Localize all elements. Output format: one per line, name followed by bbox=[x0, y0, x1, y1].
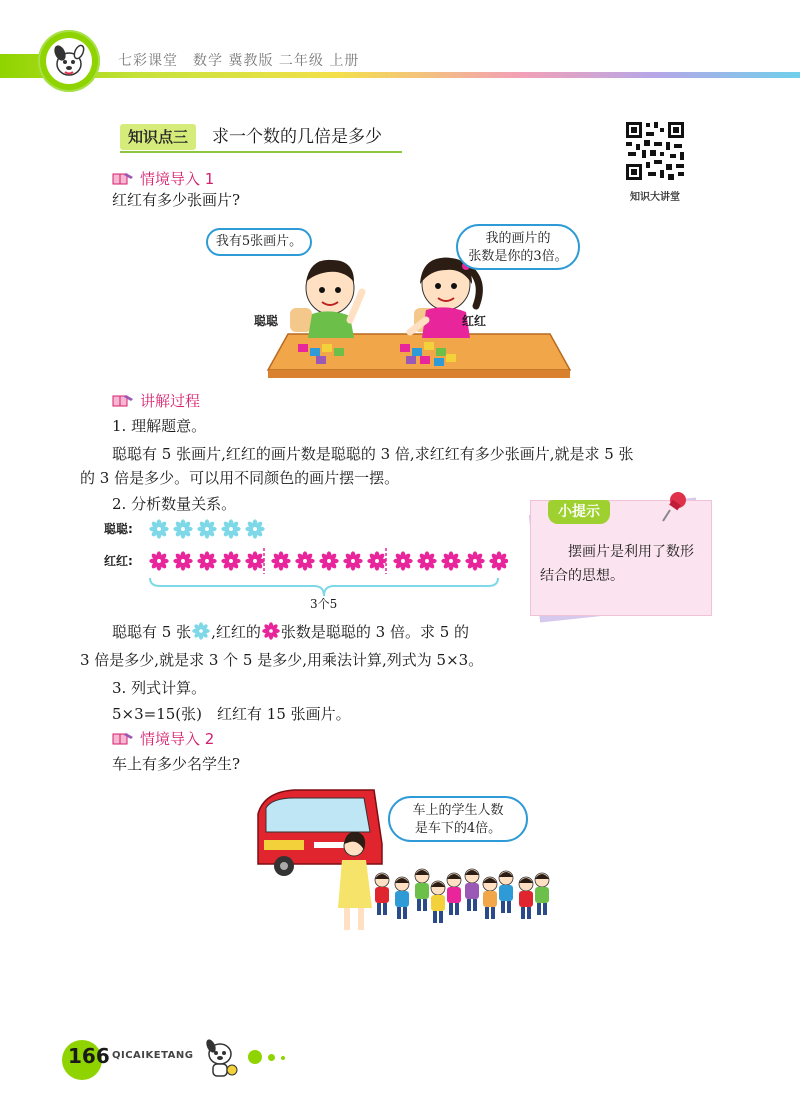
flower-mark bbox=[173, 551, 192, 570]
flower-mark bbox=[441, 551, 460, 570]
flower-mark bbox=[221, 519, 240, 538]
student-figure bbox=[465, 869, 479, 911]
footer-mascot bbox=[198, 1036, 242, 1080]
step3: 3. 列式计算。 bbox=[112, 679, 207, 697]
para1-line1: 聪聪有 5 张画片,红红的画片数是聪聪的 3 倍,求红红有多少张画片,就是求 5 张 bbox=[112, 445, 634, 463]
flower-mark bbox=[173, 519, 192, 538]
bubble-girl-line2: 张数是你的3倍。 bbox=[468, 249, 568, 264]
qr-caption: 知识大讲堂 bbox=[630, 192, 680, 203]
para2-part-c: 张数是聪聪的 3 倍。求 5 的 bbox=[280, 623, 470, 641]
student-figure bbox=[415, 869, 429, 911]
bubble-girl-line1: 我的画片的 bbox=[485, 231, 551, 246]
cyan-flower-icon bbox=[191, 621, 211, 641]
flower-mark bbox=[295, 551, 314, 570]
magenta-flower-icon bbox=[261, 621, 281, 641]
name-tag-girl: 红红 bbox=[462, 314, 487, 328]
qr-code-icon[interactable] bbox=[624, 120, 686, 182]
tip-label: 小提示 bbox=[548, 500, 610, 524]
bubble-teacher-line1: 车上的学生人数 bbox=[412, 803, 504, 818]
footer-dot-large bbox=[248, 1050, 262, 1064]
flower-mark bbox=[197, 519, 216, 538]
row-label-congcong: 聪聪: bbox=[104, 522, 133, 536]
explain-heading bbox=[112, 390, 200, 411]
para2-part-b: ,红红的 bbox=[211, 623, 261, 641]
flower-mark bbox=[343, 551, 362, 570]
student-figure bbox=[483, 877, 497, 919]
section-badge: 知识点三 bbox=[120, 124, 196, 150]
student-figure bbox=[431, 881, 445, 923]
flower-mark bbox=[417, 551, 436, 570]
footer-dot-medium bbox=[268, 1054, 275, 1061]
brace-label: 3个5 bbox=[310, 597, 338, 611]
cyan-flowers bbox=[148, 518, 268, 540]
cyan-flower-row bbox=[148, 518, 268, 540]
tip-text: 摆画片是利用了数形结合的思想。 bbox=[540, 544, 694, 584]
flower-mark bbox=[489, 551, 508, 570]
flower-mark bbox=[149, 519, 168, 538]
flower-mark bbox=[245, 551, 264, 570]
push-pin-icon bbox=[660, 490, 690, 524]
scene1-question: 红红有多少张画片? bbox=[112, 191, 241, 209]
book-pencil-icon bbox=[112, 171, 134, 185]
para2-line1 bbox=[112, 620, 469, 644]
speech-bubble-girl bbox=[456, 224, 580, 270]
magenta-flower-row bbox=[148, 548, 508, 574]
scene2-heading-text: 情境导入 2 bbox=[140, 730, 215, 748]
student-figure bbox=[499, 871, 513, 913]
flower-mark bbox=[197, 551, 216, 570]
flower-mark bbox=[221, 551, 240, 570]
scene2-question: 车上有多少名学生? bbox=[112, 755, 241, 773]
student-figure bbox=[395, 877, 409, 919]
footer-brand: QICAIKETANG bbox=[112, 1050, 194, 1061]
dog-mascot-icon bbox=[46, 38, 92, 84]
student-figure bbox=[519, 877, 533, 919]
bubble-teacher-line2: 是车下的4倍。 bbox=[414, 821, 502, 836]
flower-mark bbox=[319, 551, 338, 570]
scene2-heading bbox=[112, 728, 214, 749]
flower-mark bbox=[393, 551, 412, 570]
speech-bubble-boy: 我有5张画片。 bbox=[206, 228, 312, 256]
header-logo bbox=[46, 38, 92, 84]
magenta-flowers bbox=[148, 548, 508, 574]
flower-mark bbox=[465, 551, 484, 570]
flower-mark bbox=[271, 551, 290, 570]
row-label-honghong: 红红: bbox=[104, 554, 133, 568]
page-number: 166 bbox=[68, 1044, 110, 1068]
para1-line2: 的 3 倍是多少。可以用不同颜色的画片摆一摆。 bbox=[80, 469, 400, 487]
flower-mark bbox=[262, 622, 280, 640]
dog-mascot-icon bbox=[198, 1036, 242, 1080]
student-figure bbox=[375, 873, 389, 915]
step2: 2. 分析数量关系。 bbox=[112, 495, 237, 513]
scene1-heading-text: 情境导入 1 bbox=[140, 170, 215, 188]
footer-dot-small bbox=[281, 1056, 285, 1060]
flower-mark bbox=[192, 622, 210, 640]
section-title: 求一个数的几倍是多少 bbox=[212, 127, 382, 147]
flower-mark bbox=[245, 519, 264, 538]
name-tag-boy: 聪聪 bbox=[254, 314, 279, 328]
student-figure bbox=[535, 873, 549, 915]
flower-mark bbox=[149, 551, 168, 570]
equation: 5×3=15(张) 红红有 15 张画片。 bbox=[112, 705, 351, 723]
flower-mark bbox=[367, 551, 386, 570]
step1: 1. 理解题意。 bbox=[112, 417, 207, 435]
para2-part-a: 聪聪有 5 张 bbox=[112, 623, 192, 641]
section-underline bbox=[120, 151, 402, 153]
book-pencil-icon bbox=[112, 731, 134, 745]
book-pencil-icon bbox=[112, 393, 134, 407]
student-figure bbox=[447, 873, 461, 915]
explain-heading-text: 讲解过程 bbox=[140, 392, 201, 410]
para2-line2: 3 倍是多少,就是求 3 个 5 是多少,用乘法计算,列式为 5×3。 bbox=[80, 651, 484, 669]
scene1-heading bbox=[112, 168, 214, 189]
speech-bubble-teacher bbox=[388, 796, 528, 842]
header-title: 七彩课堂 数学 冀教版 二年级 上册 bbox=[118, 53, 360, 69]
